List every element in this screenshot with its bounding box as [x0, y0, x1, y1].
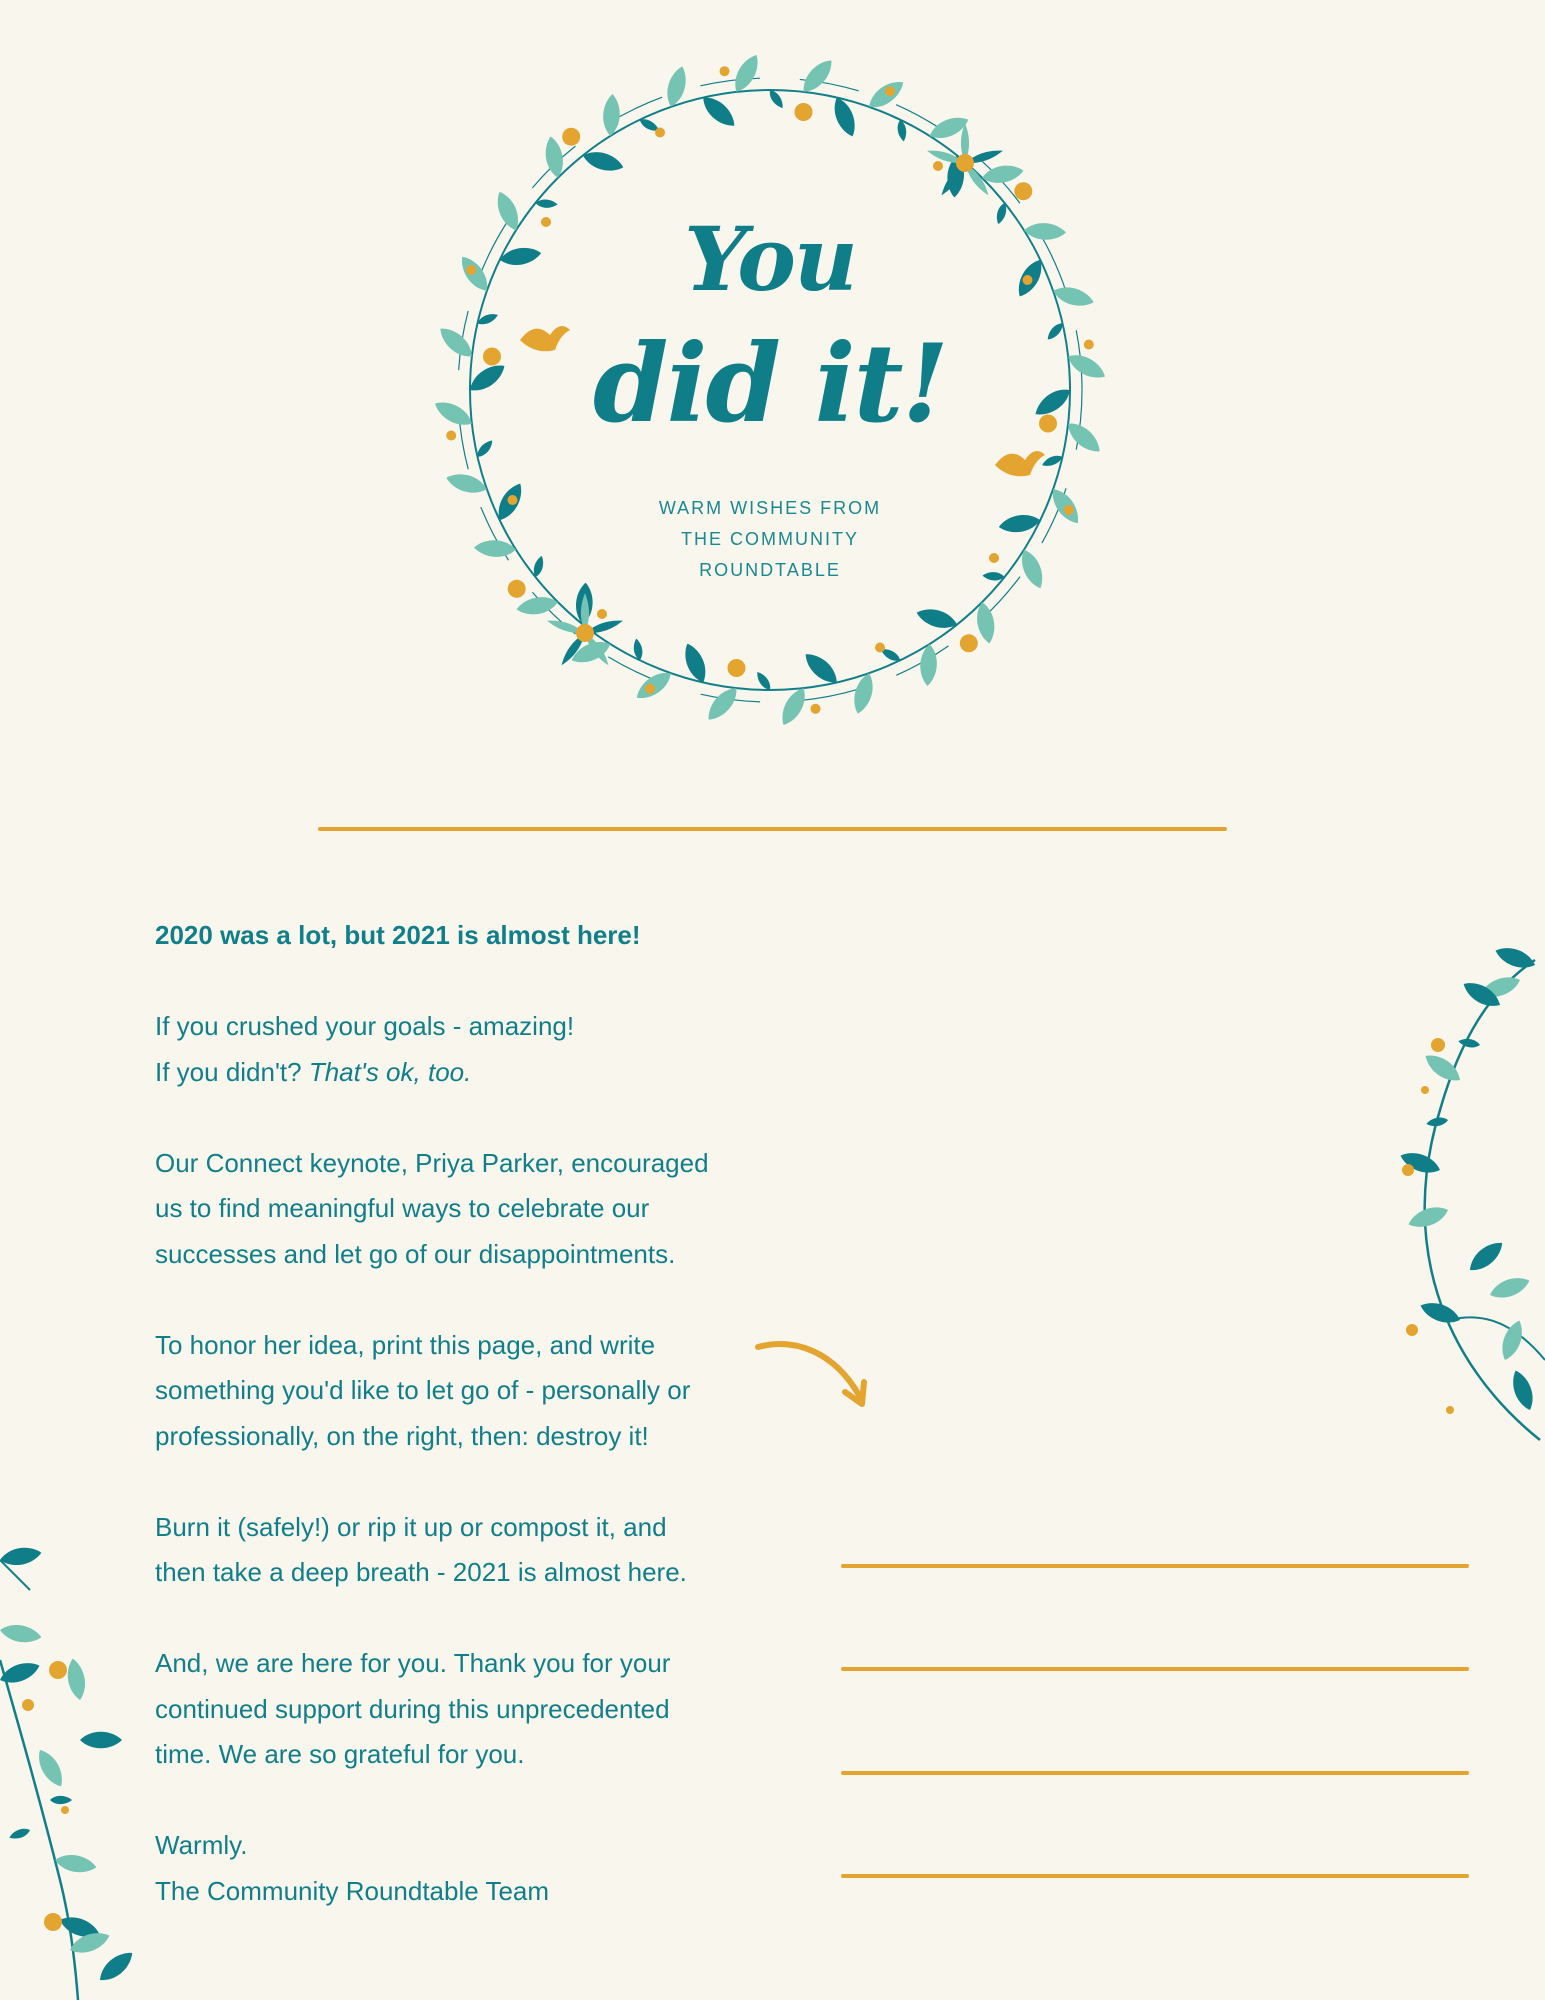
page-title-line2: did it! — [593, 321, 947, 447]
letter-line: Our Connect keynote, Priya Parker, encouraged — [155, 1147, 709, 1178]
letter-line-italic: That's ok, too. — [308, 1056, 472, 1087]
letter-line: And, we are here for you. Thank you for your — [155, 1648, 671, 1678]
write-in-line[interactable] — [841, 1667, 1469, 1671]
subtitle-line: WARM WISHES FROM — [658, 498, 882, 518]
floral-branch-illustration — [1330, 940, 1545, 1460]
letter-line — [155, 1050, 805, 1096]
write-in-line[interactable] — [841, 1564, 1469, 1568]
bird-icon — [995, 451, 1045, 476]
letter-headline: 2020 was a lot, but 2021 is almost here! — [155, 920, 641, 950]
subtitle-line: THE COMMUNITY — [681, 529, 859, 549]
divider — [318, 827, 1227, 831]
subtitle-line: ROUNDTABLE — [699, 560, 841, 580]
letter-line: professionally, on the right, then: destroy it! — [155, 1420, 649, 1451]
letter-line: time. We are so grateful for you. — [155, 1739, 525, 1769]
letter-line-plain: If you didn't? — [155, 1056, 309, 1087]
write-in-line[interactable] — [841, 1771, 1469, 1775]
letter-line: us to find meaningful ways to celebrate our — [155, 1193, 650, 1223]
floral-branch-illustration — [0, 1500, 160, 2000]
signoff: Warmly. — [155, 1830, 248, 1860]
write-in-line[interactable] — [841, 1874, 1469, 1878]
page-title-line1: You — [684, 207, 856, 311]
arrow-icon — [750, 1332, 880, 1417]
subtitle — [600, 493, 940, 586]
letter-line: successes and let go of our disappointments. — [155, 1238, 676, 1269]
signature: The Community Roundtable Team — [155, 1875, 550, 1906]
letter-line: something you'd like to let go of - personally or — [155, 1375, 691, 1405]
letter-line: To honor her idea, print this page, and write — [155, 1329, 656, 1360]
letter-line: If you crushed your goals - amazing! — [155, 1011, 575, 1041]
letter-line: continued support during this unprecedented — [155, 1693, 670, 1724]
letter-line: then take a deep breath - 2021 is almost here. — [155, 1557, 687, 1587]
letter-body — [155, 913, 805, 1960]
letter-line: Burn it (safely!) or rip it up or compost it, and — [155, 1511, 667, 1542]
